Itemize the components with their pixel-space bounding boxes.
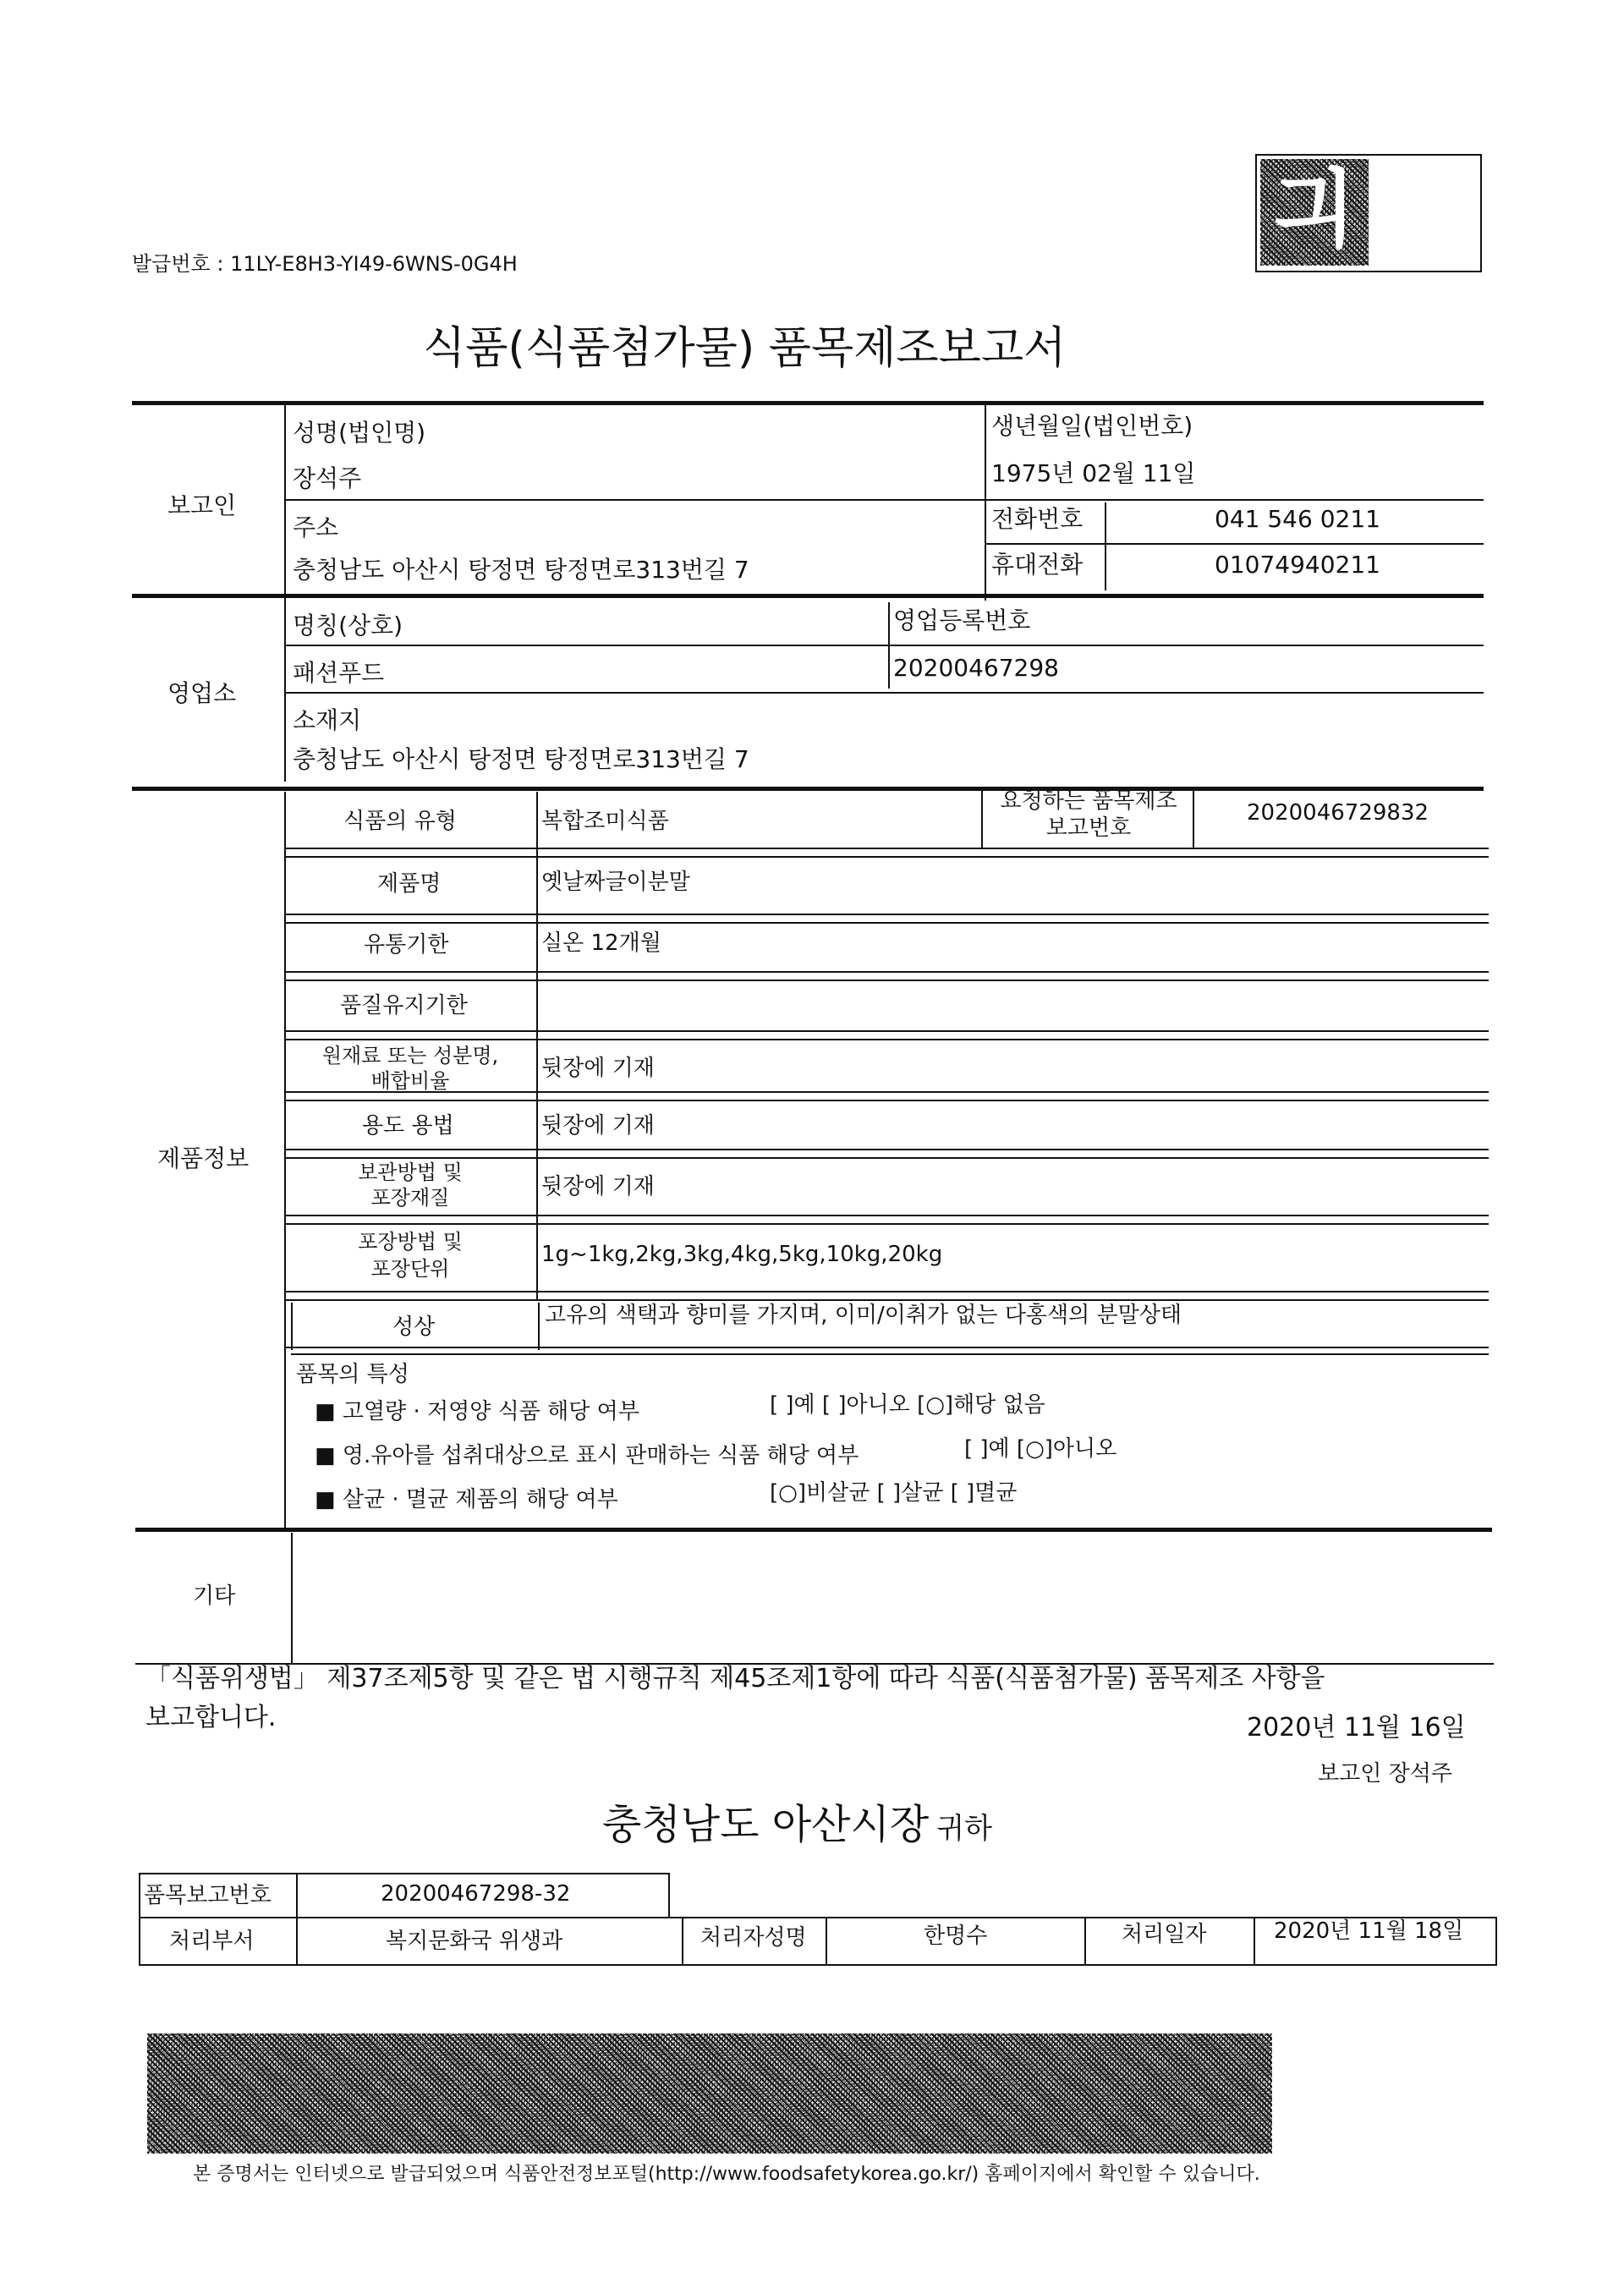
recipient-line [602,1792,992,1850]
report-no: 2020046729832 [1247,800,1429,826]
report-date: 2020년 11월 16일 [1247,1713,1466,1742]
business-name: 패션푸드 [293,659,385,687]
packaging-label-2: 포장단위 [370,1257,450,1281]
product-name-label: 제품명 [377,871,442,897]
recipient-suffix: 귀하 [936,1812,992,1846]
ingredients-label-1: 원재료 또는 성분명, [321,1044,499,1067]
business-name-label: 명칭(상호) [293,612,403,639]
reporter-address: 충청남도 아산시 탕정면 탕정면로313번길 7 [293,556,749,584]
business-reg: 20200467298 [893,654,1059,682]
ingredients-label-2: 배합비율 [370,1069,450,1093]
appearance: 고유의 색택과 향미를 가지며, 이미/이취가 없는 다홍색의 분말상태 [545,1303,1182,1328]
feature-1-question: ■ 고열량 · 저영양 식품 해당 여부 [315,1399,639,1424]
feature-3-question: ■ 살균 · 멸균 제품의 해당 여부 [315,1487,618,1512]
feature-2-answer: [ ]예 [○]아니오 [964,1436,1117,1462]
feature-3-answer: [○]비살균 [ ]살균 [ ]멸균 [770,1480,1018,1506]
usage-label: 용도 용법 [362,1113,454,1139]
reporter-address-label: 주소 [293,513,339,541]
reporter-phone: 041 546 0211 [1215,505,1380,533]
feature-1-answer: [ ]예 [ ]아니오 [○]해당 없음 [770,1392,1045,1418]
business-section-label: 영업소 [167,679,237,707]
appearance-label: 성상 [392,1314,436,1340]
reporter-birth-label: 생년월일(법인번호) [991,412,1193,440]
product-type: 복합조미식품 [541,809,669,834]
product-type-label: 식품의 유형 [343,809,457,834]
date-label: 처리일자 [1122,1922,1207,1947]
reporter-mobile: 01074940211 [1215,551,1380,579]
feature-2-question: ■ 영.유아를 섭취대상으로 표시 판매하는 식품 해당 여부 [315,1443,859,1468]
storage: 뒷장에 기재 [541,1174,655,1199]
verification-barcode [147,2033,1272,2154]
product-name: 옛날짜글이분말 [541,870,690,895]
seal-box [1255,154,1482,272]
item-report-no: 20200467298-32 [381,1881,571,1907]
packaging-label-1: 포장방법 및 [358,1230,463,1254]
packaging: 1g~1kg,2kg,3kg,4kg,5kg,10kg,20kg [541,1242,943,1267]
features-label: 품목의 특성 [296,1362,409,1387]
reporter-signature: 보고인 장석주 [1318,1761,1452,1786]
statement-line-1: 「식품위생법」 제37조제5항 및 같은 법 시행규칙 제45조제1항에 따라 식품(식품첨가물) 품목제조 사항을 [145,1664,1325,1693]
storage-label-2: 포장재질 [370,1186,450,1210]
expiry: 실온 12개월 [541,930,661,956]
report-no-label-2: 보고번호 [1045,815,1132,841]
issue-number: 발급번호 : 11LY-E8H3-YI49-6WNS-0G4H [132,252,518,276]
seal-glyph: 긔 [1274,160,1356,259]
expiry-label: 유통기한 [364,932,449,958]
item-report-no-label: 품목보고번호 [144,1883,272,1908]
business-location-label: 소재지 [293,706,362,734]
reporter-name: 장석주 [293,464,362,492]
reporter-section-label: 보고인 [167,491,237,519]
usage: 뒷장에 기재 [541,1113,655,1139]
reporter-birth: 1975년 02월 11일 [991,459,1196,487]
business-reg-label: 영업등록번호 [893,606,1031,634]
dept: 복지문화국 위생과 [386,1929,563,1954]
handler: 한명수 [924,1924,988,1949]
business-location: 충청남도 아산시 탕정면 탕정면로313번길 7 [293,745,749,773]
document-title: 식품(식품첨가물) 품목제조보고서 [423,323,1067,374]
issuance-notice: 본 증명서는 인터넷으로 발급되었으며 식품안전정보포털(http://www.foodsafetykorea.go.kr/) 홈페이지에서 확인할 수 있습니다. [193,2164,1260,2185]
other-label: 기타 [193,1583,236,1609]
handler-label: 처리자성명 [700,1925,807,1951]
storage-label-1: 보관방법 및 [358,1161,463,1184]
reporter-mobile-label: 휴대전화 [991,551,1084,579]
statement-line-2: 보고합니다. [145,1703,277,1732]
recipient: 충청남도 아산시장 [602,1801,930,1848]
reporter-name-label: 성명(법인명) [293,419,426,447]
quality-label: 품질유지기한 [340,993,468,1018]
process-date: 2020년 11월 18일 [1274,1918,1464,1944]
reporter-phone-label: 전화번호 [991,505,1084,533]
dept-label: 처리부서 [169,1929,255,1954]
report-no-label-1: 요청하는 품목제조 [1000,788,1177,814]
ingredients: 뒷장에 기재 [541,1056,655,1081]
product-section-label: 제품정보 [157,1144,250,1172]
